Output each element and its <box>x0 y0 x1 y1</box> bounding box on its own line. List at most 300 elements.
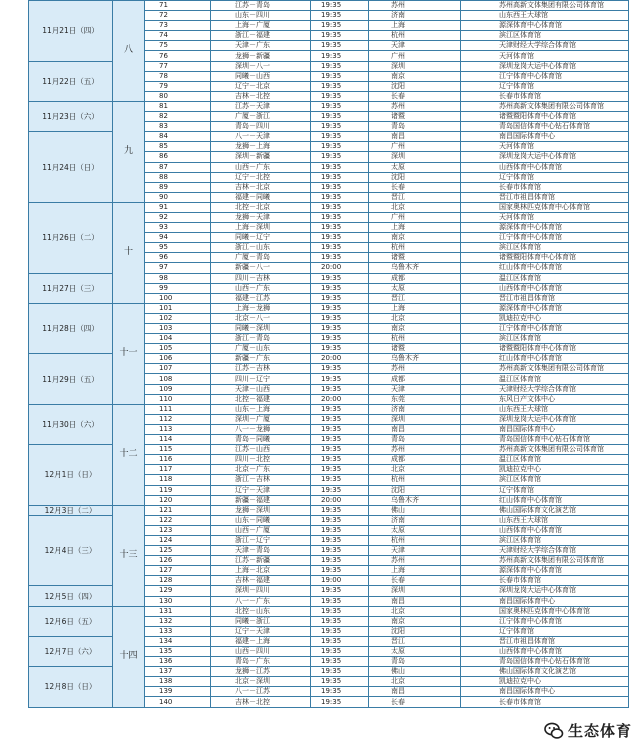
match-venue: 晋江市祖昌体育馆 <box>461 636 629 646</box>
match-venue: 辽宁体育馆 <box>461 485 629 495</box>
match-teams: 同曦－山西 <box>211 71 311 81</box>
match-venue: 南昌国际体育中心 <box>461 687 629 697</box>
match-teams: 福建－江苏 <box>211 293 311 303</box>
match-city: 长春 <box>369 576 461 586</box>
match-teams: 吉林－北控 <box>211 697 311 707</box>
match-teams: 山西－四川 <box>211 647 311 657</box>
match-time: 19:35 <box>311 21 369 31</box>
match-teams: 吉林－福建 <box>211 576 311 586</box>
match-number: 84 <box>145 132 211 142</box>
match-city: 北京 <box>369 313 461 323</box>
match-city: 成都 <box>369 374 461 384</box>
match-city: 沈阳 <box>369 172 461 182</box>
match-city: 长春 <box>369 697 461 707</box>
match-teams: 山东－四川 <box>211 11 311 21</box>
match-time: 19:35 <box>311 505 369 515</box>
match-city: 乌鲁木齐 <box>369 354 461 364</box>
match-teams: 龙狮－江苏 <box>211 667 311 677</box>
match-number: 98 <box>145 273 211 283</box>
match-time: 19:35 <box>311 122 369 132</box>
match-teams: 同曦－深圳 <box>211 324 311 334</box>
match-number: 83 <box>145 122 211 132</box>
round-cell: 十一 <box>113 303 145 404</box>
match-venue: 南昌国际体育中心 <box>461 132 629 142</box>
match-city: 沈阳 <box>369 626 461 636</box>
match-venue: 苏州高新文体集团有限公司体育馆 <box>461 101 629 111</box>
date-cell: 12月8日（日） <box>29 667 113 707</box>
match-teams: 山西－广东 <box>211 162 311 172</box>
match-teams: 深圳－广厦 <box>211 414 311 424</box>
match-teams: 四川－辽宁 <box>211 374 311 384</box>
match-city: 深圳 <box>369 152 461 162</box>
match-number: 136 <box>145 657 211 667</box>
match-city: 成都 <box>369 455 461 465</box>
table-row <box>29 606 629 616</box>
round-cell: 十四 <box>113 606 145 707</box>
match-city: 北京 <box>369 677 461 687</box>
match-city: 苏州 <box>369 1 461 11</box>
match-number: 120 <box>145 495 211 505</box>
match-number: 104 <box>145 334 211 344</box>
match-venue: 深圳龙岗大运中心体育馆 <box>461 152 629 162</box>
match-time: 19:35 <box>311 303 369 313</box>
match-teams: 天津－山西 <box>211 384 311 394</box>
match-venue: 天河体育馆 <box>461 51 629 61</box>
match-city: 诸暨 <box>369 253 461 263</box>
match-number: 109 <box>145 384 211 394</box>
match-number: 102 <box>145 313 211 323</box>
date-cell: 12月7日（六） <box>29 636 113 666</box>
match-number: 107 <box>145 364 211 374</box>
match-time: 19:35 <box>311 515 369 525</box>
match-venue: 温江区体育馆 <box>461 273 629 283</box>
match-venue: 山东西王大球馆 <box>461 11 629 21</box>
match-time: 19:35 <box>311 647 369 657</box>
match-time: 19:35 <box>311 616 369 626</box>
match-teams: 山东－上海 <box>211 404 311 414</box>
match-time: 19:35 <box>311 101 369 111</box>
match-number: 116 <box>145 455 211 465</box>
match-teams: 江苏－青岛 <box>211 1 311 11</box>
match-teams: 山西－广东 <box>211 283 311 293</box>
date-cell: 12月6日（五） <box>29 606 113 636</box>
date-cell: 11月29日（五） <box>29 354 113 404</box>
match-number: 132 <box>145 616 211 626</box>
match-time: 19:35 <box>311 243 369 253</box>
match-city: 北京 <box>369 606 461 616</box>
match-city: 天津 <box>369 41 461 51</box>
match-number: 96 <box>145 253 211 263</box>
match-time: 19:35 <box>311 677 369 687</box>
match-teams: 辽宁－天津 <box>211 626 311 636</box>
match-time: 19:35 <box>311 525 369 535</box>
match-time: 19:35 <box>311 435 369 445</box>
match-city: 长春 <box>369 91 461 101</box>
match-teams: 八一－龙狮 <box>211 424 311 434</box>
match-city: 上海 <box>369 303 461 313</box>
match-venue: 苏州高新文体集团有限公司体育馆 <box>461 1 629 11</box>
match-time: 19:35 <box>311 424 369 434</box>
match-teams: 辽宁－北京 <box>211 81 311 91</box>
match-teams: 浙江－福建 <box>211 31 311 41</box>
match-venue: 国家奥林匹克体育中心体育馆 <box>461 606 629 616</box>
match-teams: 广厦－山东 <box>211 344 311 354</box>
match-number: 91 <box>145 202 211 212</box>
match-number: 77 <box>145 61 211 71</box>
match-teams: 吉林－北控 <box>211 91 311 101</box>
match-city: 杭州 <box>369 243 461 253</box>
match-venue: 山西体育中心体育馆 <box>461 525 629 535</box>
match-venue: 苏州高新文体集团有限公司体育馆 <box>461 556 629 566</box>
match-number: 100 <box>145 293 211 303</box>
match-time: 19:35 <box>311 445 369 455</box>
round-cell: 八 <box>113 1 145 102</box>
match-time: 19:35 <box>311 546 369 556</box>
match-city: 诸暨 <box>369 112 461 122</box>
match-time: 19:35 <box>311 566 369 576</box>
match-teams: 深圳－四川 <box>211 586 311 596</box>
schedule-table <box>28 0 629 708</box>
match-teams: 龙狮－深圳 <box>211 505 311 515</box>
match-time: 19:35 <box>311 414 369 424</box>
match-time: 19:35 <box>311 596 369 606</box>
match-number: 127 <box>145 566 211 576</box>
round-cell: 十三 <box>113 505 145 606</box>
match-venue: 苏州高新文体集团有限公司体育馆 <box>461 445 629 455</box>
match-number: 129 <box>145 586 211 596</box>
match-venue: 天河体育馆 <box>461 142 629 152</box>
match-time: 19:35 <box>311 202 369 212</box>
match-city: 沈阳 <box>369 81 461 91</box>
match-number: 106 <box>145 354 211 364</box>
match-number: 118 <box>145 475 211 485</box>
match-teams: 龙狮－上海 <box>211 142 311 152</box>
match-teams: 深圳－新疆 <box>211 152 311 162</box>
match-time: 19:35 <box>311 81 369 91</box>
match-number: 112 <box>145 414 211 424</box>
match-time: 19:35 <box>311 485 369 495</box>
match-time: 19:35 <box>311 172 369 182</box>
match-time: 19:35 <box>311 344 369 354</box>
match-city: 太原 <box>369 283 461 293</box>
match-time: 19:35 <box>311 11 369 21</box>
match-time: 19:35 <box>311 162 369 172</box>
match-teams: 天津－青岛 <box>211 546 311 556</box>
match-venue: 滨江区体育馆 <box>461 334 629 344</box>
match-number: 85 <box>145 142 211 152</box>
date-cell: 12月3日（二） <box>29 505 113 515</box>
match-time: 19:35 <box>311 475 369 485</box>
match-time: 19:35 <box>311 465 369 475</box>
match-number: 122 <box>145 515 211 525</box>
match-time: 19:35 <box>311 586 369 596</box>
match-venue: 温江区体育馆 <box>461 455 629 465</box>
match-city: 深圳 <box>369 61 461 71</box>
round-cell: 十 <box>113 202 145 303</box>
match-time: 19:35 <box>311 606 369 616</box>
match-venue: 深圳龙岗大运中心体育馆 <box>461 61 629 71</box>
match-venue: 南昌国际体育中心 <box>461 424 629 434</box>
match-number: 115 <box>145 445 211 455</box>
match-number: 138 <box>145 677 211 687</box>
match-number: 81 <box>145 101 211 111</box>
match-time: 19:35 <box>311 455 369 465</box>
match-city: 北京 <box>369 465 461 475</box>
match-venue: 深圳龙岗大运中心体育馆 <box>461 414 629 424</box>
match-time: 19:35 <box>311 233 369 243</box>
match-venue: 东风日产文体中心 <box>461 394 629 404</box>
match-venue: 源深体育中心体育馆 <box>461 21 629 31</box>
match-time: 20:00 <box>311 394 369 404</box>
match-city: 杭州 <box>369 535 461 545</box>
match-time: 20:00 <box>311 354 369 364</box>
match-number: 123 <box>145 525 211 535</box>
match-number: 124 <box>145 535 211 545</box>
match-venue: 长春市体育馆 <box>461 576 629 586</box>
match-venue: 辽宁体育馆 <box>461 626 629 636</box>
match-venue: 国家奥林匹克体育中心体育馆 <box>461 202 629 212</box>
match-number: 75 <box>145 41 211 51</box>
round-cell: 九 <box>113 101 145 202</box>
match-teams: 山西－广厦 <box>211 525 311 535</box>
match-teams: 龙狮－新疆 <box>211 51 311 61</box>
match-venue: 南昌国际体育中心 <box>461 596 629 606</box>
match-time: 20:00 <box>311 263 369 273</box>
match-teams: 上海－深圳 <box>211 223 311 233</box>
match-number: 108 <box>145 374 211 384</box>
match-city: 南京 <box>369 324 461 334</box>
match-teams: 上海－广厦 <box>211 21 311 31</box>
date-cell: 12月4日（三） <box>29 515 113 586</box>
match-number: 139 <box>145 687 211 697</box>
match-number: 105 <box>145 344 211 354</box>
match-city: 沈阳 <box>369 485 461 495</box>
match-city: 济南 <box>369 515 461 525</box>
match-teams: 山东－同曦 <box>211 515 311 525</box>
match-time: 19:35 <box>311 273 369 283</box>
match-number: 93 <box>145 223 211 233</box>
match-teams: 天津－广东 <box>211 41 311 51</box>
watermark <box>544 720 632 741</box>
match-city: 北京 <box>369 202 461 212</box>
match-city: 青岛 <box>369 122 461 132</box>
match-venue: 滨江区体育馆 <box>461 535 629 545</box>
match-teams: 北京－深圳 <box>211 677 311 687</box>
match-venue: 山东西王大球馆 <box>461 515 629 525</box>
match-time: 19:35 <box>311 667 369 677</box>
match-number: 140 <box>145 697 211 707</box>
match-city: 佛山 <box>369 667 461 677</box>
match-city: 晋江 <box>369 192 461 202</box>
match-teams: 福建－同曦 <box>211 192 311 202</box>
match-city: 乌鲁木齐 <box>369 495 461 505</box>
match-number: 88 <box>145 172 211 182</box>
match-number: 74 <box>145 31 211 41</box>
match-venue: 源深体育中心体育馆 <box>461 223 629 233</box>
table-row <box>29 101 629 111</box>
date-cell: 12月5日（四） <box>29 586 113 606</box>
match-time: 19:35 <box>311 334 369 344</box>
match-city: 南昌 <box>369 687 461 697</box>
match-venue: 滨江区体育馆 <box>461 31 629 41</box>
match-venue: 江宁体育中心体育馆 <box>461 324 629 334</box>
match-time: 19:35 <box>311 384 369 394</box>
match-teams: 辽宁－天津 <box>211 485 311 495</box>
match-teams: 吉林－北京 <box>211 182 311 192</box>
match-venue: 晋江市祖昌体育馆 <box>461 293 629 303</box>
match-time: 19:35 <box>311 364 369 374</box>
match-city: 天津 <box>369 546 461 556</box>
match-time: 19:35 <box>311 132 369 142</box>
match-number: 134 <box>145 636 211 646</box>
match-teams: 青岛－四川 <box>211 122 311 132</box>
match-time: 19:35 <box>311 51 369 61</box>
match-city: 济南 <box>369 404 461 414</box>
match-city: 上海 <box>369 21 461 31</box>
table-row <box>29 505 629 515</box>
match-number: 87 <box>145 162 211 172</box>
match-teams: 四川－北控 <box>211 455 311 465</box>
match-time: 19:35 <box>311 112 369 122</box>
match-number: 121 <box>145 505 211 515</box>
match-city: 太原 <box>369 162 461 172</box>
table-row <box>29 404 629 414</box>
match-number: 72 <box>145 11 211 21</box>
match-venue: 江宁体育中心体育馆 <box>461 71 629 81</box>
match-number: 125 <box>145 546 211 556</box>
match-city: 南昌 <box>369 596 461 606</box>
match-venue: 江宁体育中心体育馆 <box>461 616 629 626</box>
match-time: 19:35 <box>311 91 369 101</box>
match-city: 上海 <box>369 223 461 233</box>
match-venue: 滨江区体育馆 <box>461 243 629 253</box>
match-number: 80 <box>145 91 211 101</box>
match-city: 天津 <box>369 384 461 394</box>
match-number: 137 <box>145 667 211 677</box>
match-time: 19:35 <box>311 1 369 11</box>
match-venue: 长春市体育馆 <box>461 91 629 101</box>
match-number: 135 <box>145 647 211 657</box>
date-cell: 11月30日（六） <box>29 404 113 444</box>
match-venue: 天津财经大学综合体育馆 <box>461 546 629 556</box>
match-number: 101 <box>145 303 211 313</box>
match-city: 苏州 <box>369 364 461 374</box>
match-number: 97 <box>145 263 211 273</box>
match-number: 71 <box>145 1 211 11</box>
match-teams: 广厦－青岛 <box>211 253 311 263</box>
match-time: 19:35 <box>311 556 369 566</box>
match-venue: 天河体育馆 <box>461 212 629 222</box>
match-teams: 广厦－浙江 <box>211 112 311 122</box>
match-number: 117 <box>145 465 211 475</box>
match-teams: 八一－广东 <box>211 596 311 606</box>
date-cell: 11月27日（三） <box>29 273 113 303</box>
match-time: 19:35 <box>311 636 369 646</box>
match-city: 晋江 <box>369 293 461 303</box>
match-teams: 北控－福建 <box>211 394 311 404</box>
match-number: 111 <box>145 404 211 414</box>
match-time: 19:35 <box>311 283 369 293</box>
match-venue: 源深体育中心体育馆 <box>461 566 629 576</box>
match-venue: 辽宁体育馆 <box>461 172 629 182</box>
match-time: 19:35 <box>311 657 369 667</box>
match-number: 99 <box>145 283 211 293</box>
match-teams: 北京－八一 <box>211 313 311 323</box>
match-city: 上海 <box>369 566 461 576</box>
match-venue: 诸暨暨阳体育中心体育馆 <box>461 344 629 354</box>
match-teams: 浙江－吉林 <box>211 475 311 485</box>
match-time: 19:35 <box>311 324 369 334</box>
match-venue: 佛山国际体育文化演艺馆 <box>461 667 629 677</box>
match-number: 119 <box>145 485 211 495</box>
schedule-rows <box>29 1 629 708</box>
match-number: 90 <box>145 192 211 202</box>
match-time: 19:35 <box>311 71 369 81</box>
match-number: 95 <box>145 243 211 253</box>
round-cell: 十二 <box>113 404 145 505</box>
date-cell: 11月21日（四） <box>29 1 113 62</box>
match-number: 103 <box>145 324 211 334</box>
match-time: 19:35 <box>311 535 369 545</box>
match-teams: 江苏－天津 <box>211 101 311 111</box>
match-number: 79 <box>145 81 211 91</box>
match-teams: 浙江－辽宁 <box>211 535 311 545</box>
date-cell: 11月28日（四） <box>29 303 113 353</box>
match-number: 133 <box>145 626 211 636</box>
match-teams: 新疆－福建 <box>211 495 311 505</box>
table-row <box>29 1 629 11</box>
match-number: 131 <box>145 606 211 616</box>
match-city: 杭州 <box>369 475 461 485</box>
match-venue: 苏州高新文体集团有限公司体育馆 <box>461 364 629 374</box>
match-number: 82 <box>145 112 211 122</box>
watermark-text: 生态体育 <box>567 722 632 740</box>
match-city: 深圳 <box>369 414 461 424</box>
match-teams: 青岛－同曦 <box>211 435 311 445</box>
match-time: 19:35 <box>311 212 369 222</box>
match-venue: 诸暨暨阳体育中心体育馆 <box>461 253 629 263</box>
schedule-sheet <box>28 0 628 708</box>
match-city: 东莞 <box>369 394 461 404</box>
match-venue: 天津财经大学综合体育馆 <box>461 384 629 394</box>
match-teams: 江苏－吉林 <box>211 364 311 374</box>
match-city: 诸暨 <box>369 344 461 354</box>
match-number: 113 <box>145 424 211 434</box>
match-venue: 温江区体育馆 <box>461 374 629 384</box>
match-venue: 凯迪拉克中心 <box>461 677 629 687</box>
match-city: 广州 <box>369 142 461 152</box>
match-teams: 上海－龙狮 <box>211 303 311 313</box>
table-row <box>29 303 629 313</box>
match-teams: 青岛－广东 <box>211 657 311 667</box>
match-number: 94 <box>145 233 211 243</box>
match-time: 19:35 <box>311 152 369 162</box>
match-venue: 青岛国信体育中心钻石体育馆 <box>461 122 629 132</box>
match-city: 南京 <box>369 233 461 243</box>
match-number: 110 <box>145 394 211 404</box>
match-teams: 江苏－新疆 <box>211 556 311 566</box>
match-teams: 浙江－山东 <box>211 243 311 253</box>
match-venue: 红山体育中心体育馆 <box>461 354 629 364</box>
match-venue: 凯迪拉克中心 <box>461 465 629 475</box>
match-city: 晋江 <box>369 636 461 646</box>
match-city: 乌鲁木齐 <box>369 263 461 273</box>
match-venue: 长春市体育馆 <box>461 697 629 707</box>
match-number: 78 <box>145 71 211 81</box>
match-time: 19:00 <box>311 576 369 586</box>
match-time: 19:35 <box>311 142 369 152</box>
match-venue: 深圳龙岗大运中心体育馆 <box>461 586 629 596</box>
